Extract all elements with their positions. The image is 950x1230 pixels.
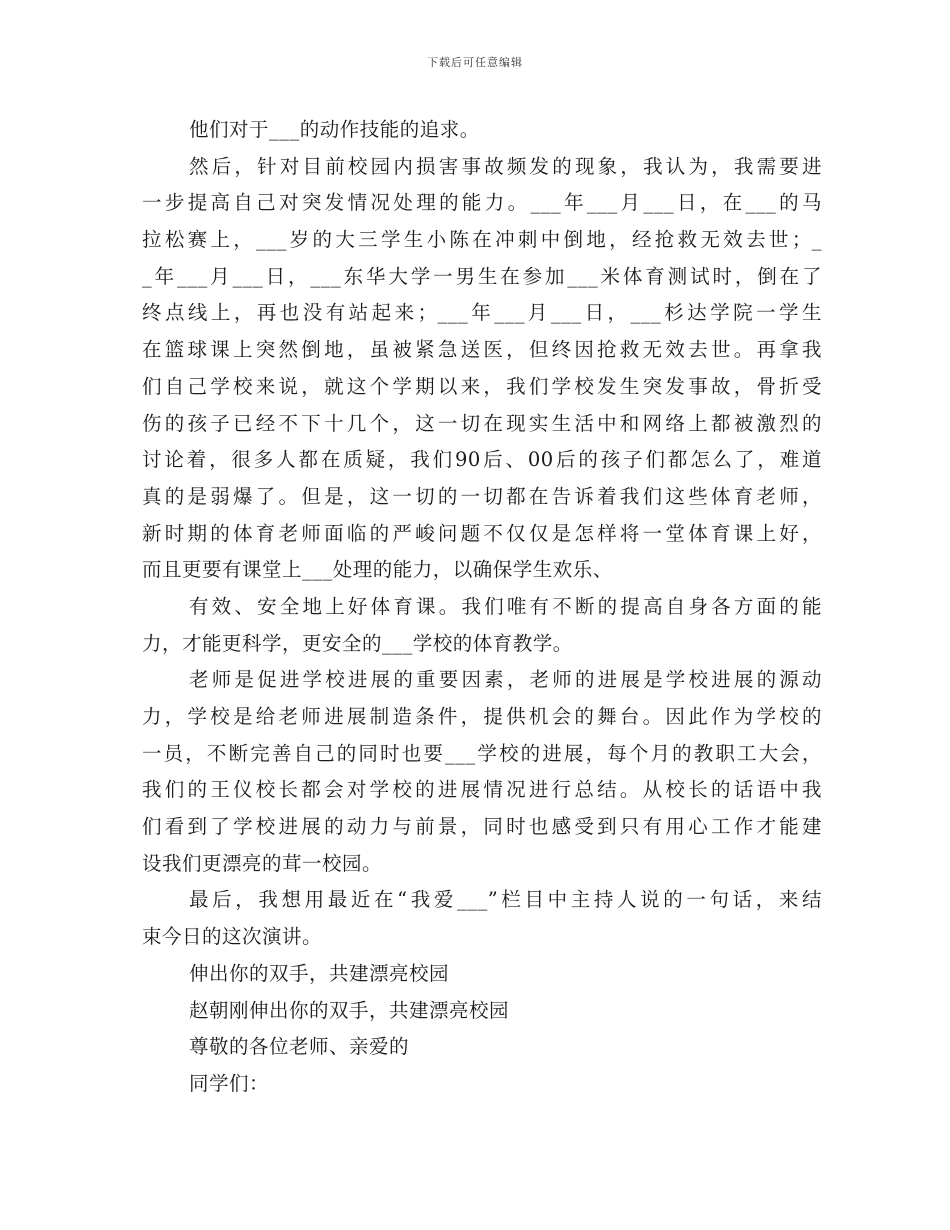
text-line: 在篮球课上突然倒地，虽被紧急送医，但终因抢救无效去世。再拿我 [142,338,822,362]
text-line: 伤的孩子已经不下十几个，这一切在现实生活中和网络上都被激烈的 [142,411,822,435]
text-line: 赵朝刚伸出你的双手，共建漂亮校园 [189,998,510,1022]
text-line: 们看到了学校进展的动力与前景，同时也感受到只有用心工作才能建 [142,815,822,839]
text-line: 同学们： [189,1071,270,1095]
text-line: 他们对于___的动作技能的追求。 [189,118,480,141]
text-line: 们自己学校来说，就这个学期以来，我们学校发生突发事故，骨折受 [142,374,822,398]
text-line: 设我们更漂亮的茸一校园。 [142,851,383,875]
text-line: 讨论着，很多人都在质疑，我们90后、00后的孩子们都怎么了，难道 [142,448,822,472]
text-line: 然后，针对目前校园内损害事故频发的现象，我认为，我需要进 [189,154,822,178]
document-body [142,112,822,1103]
text-line: 力，才能更科学，更安全的___学校的体育教学。 [142,631,573,655]
text-line: 真的是弱爆了。但是，这一切的一切都在告诉着我们这些体育老师， [142,484,822,508]
text-line: 一步提高自己对突发情况处理的能力。___年___月___日，在___的马 [142,191,822,215]
text-line: 一员，不断完善自己的同时也要___学校的进展，每个月的教职工大会， [142,741,822,765]
text-line: 束今日的这次演讲。 [142,925,323,949]
text-line: 力，学校是给老师进展制造条件，提供机会的舞台。因此作为学校的 [142,705,822,728]
text-line: 有效、安全地上好体育课。我们唯有不断的提高自身各方面的能 [189,594,822,618]
text-line: 新时期的体育老师面临的严峻问题不仅仅是怎样将一堂体育课上好， [142,521,822,545]
text-line: 最后，我想用最近在“我爱___”栏目中主持人说的一句话，来结 [189,888,822,912]
text-line: 尊敬的各位老师、亲爱的 [189,1035,410,1059]
text-line: _年___月___日，___东华大学一男生在参加___米体育测试时，倒在了 [142,264,822,288]
text-line: 伸出你的双手，共建漂亮校园 [189,961,450,985]
text-line: 拉松赛上，___岁的大三学生小陈在冲刺中倒地，经抢救无效去世；_ [142,228,822,252]
text-line: 老师是促进学校进展的重要因素，老师的进展是学校进展的源动 [189,668,822,692]
text-line: 终点线上，再也没有站起来；___年___月___日，___杉达学院一学生 [142,301,822,325]
text-line: 我们的王仪校长都会对学校的进展情况进行总结。从校长的话语中我 [142,778,822,802]
text-line: 而且更要有课堂上___处理的能力，以确保学生欢乐、 [142,558,613,582]
page-header: 下载后可任意编辑 [427,56,523,69]
